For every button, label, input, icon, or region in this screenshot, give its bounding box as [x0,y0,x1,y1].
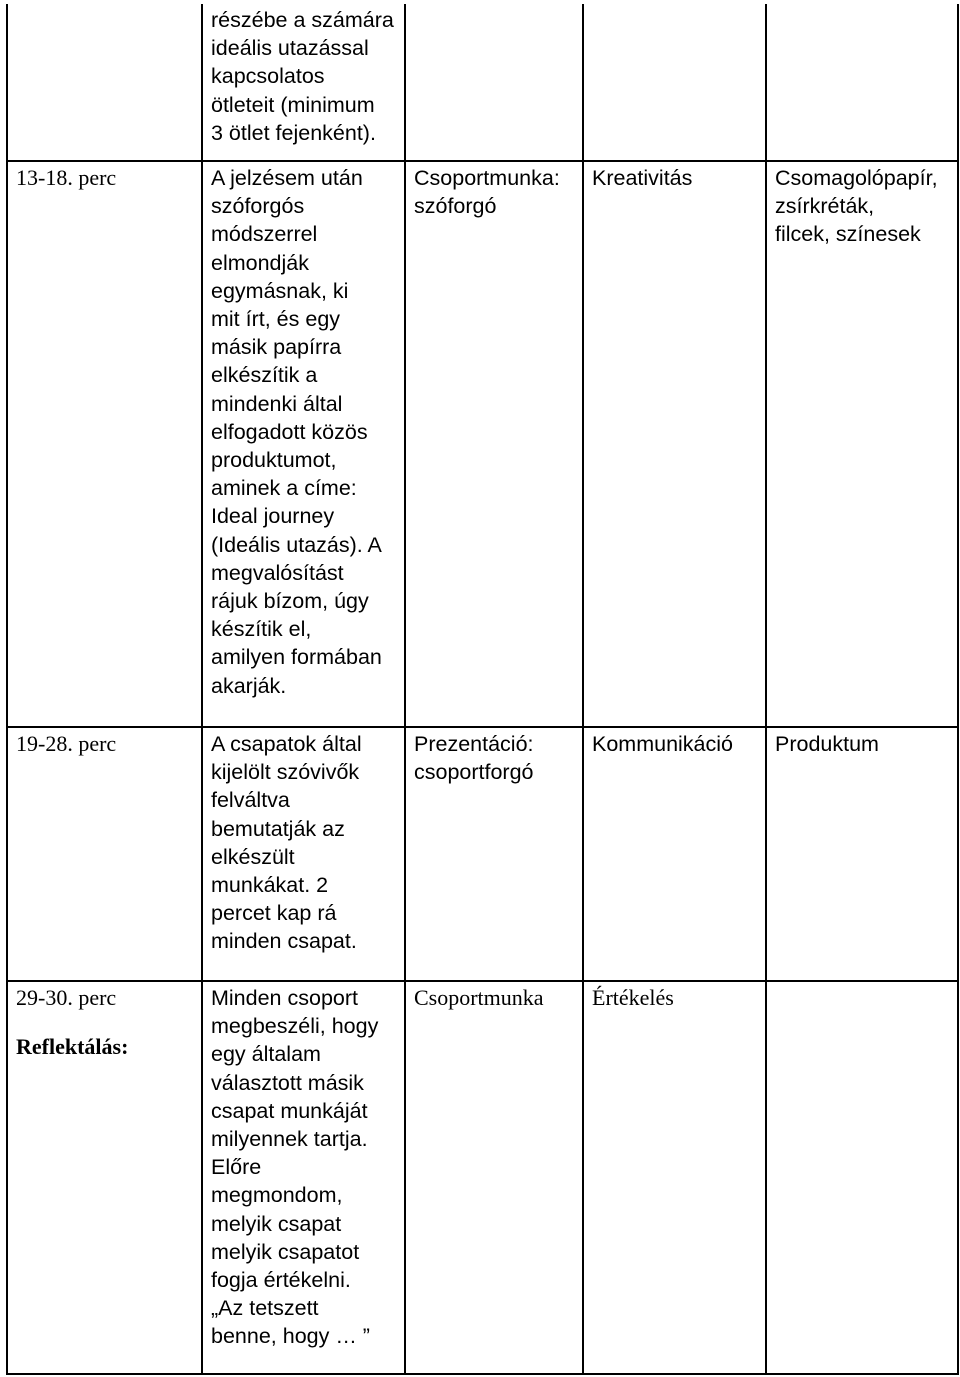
table-row [7,981,958,1374]
table-row [7,161,958,727]
time-cell [7,981,202,1374]
skill-cell: Értékelés [583,981,766,1374]
activity-cell: Minden csoport megbeszéli, hogy egy általam választott másik csapat munkáját milyennek tartja. Előre megmondom, melyik csapat melyik csapatot fogja értékelni. „Az tetszett benne, hogy … ” [202,981,405,1374]
activity-cell: A csapatok által kijelölt szóvivők felváltva bemutatják az elkészült munkákat. 2 percet kap rá minden csapat. [202,727,405,981]
table-row [7,727,958,981]
materials-cell [766,981,958,1374]
work-form-cell [405,4,583,161]
materials-cell: Produktum [766,727,958,981]
materials-cell: Csomagolópapír, zsírkréták, filcek, színesek [766,161,958,727]
skill-cell [583,4,766,161]
activity-cell: A jelzésem után szóforgós módszerrel elmondják egymásnak, ki mit írt, és egy másik papírra elkészítik a mindenki által elfogadott közös produktumot, aminek a címe: Ideal journey (Ideális utazás). A megvalósítást rájuk bízom, úgy készítik el, amilyen formában akarják. [202,161,405,727]
work-form-cell: Csoportmunka: szóforgó [405,161,583,727]
work-form-cell: Prezentáció: csoportforgó [405,727,583,981]
materials-cell [766,4,958,161]
time-label: 29-30. perc [16,985,117,1010]
time-cell [7,4,202,161]
table-row [7,4,958,161]
activity-cell: részébe a számára ideális utazással kapcsolatos ötleteit (minimum 3 ötlet fejenként). [202,4,405,161]
time-cell: 13-18. perc [7,161,202,727]
work-form-cell: Csoportmunka [405,981,583,1374]
skill-cell: Kreativitás [583,161,766,727]
time-cell: 19-28. perc [7,727,202,981]
reflection-label: Reflektálás: [16,1034,129,1060]
lesson-plan-table [6,4,959,1375]
skill-cell: Kommunikáció [583,727,766,981]
